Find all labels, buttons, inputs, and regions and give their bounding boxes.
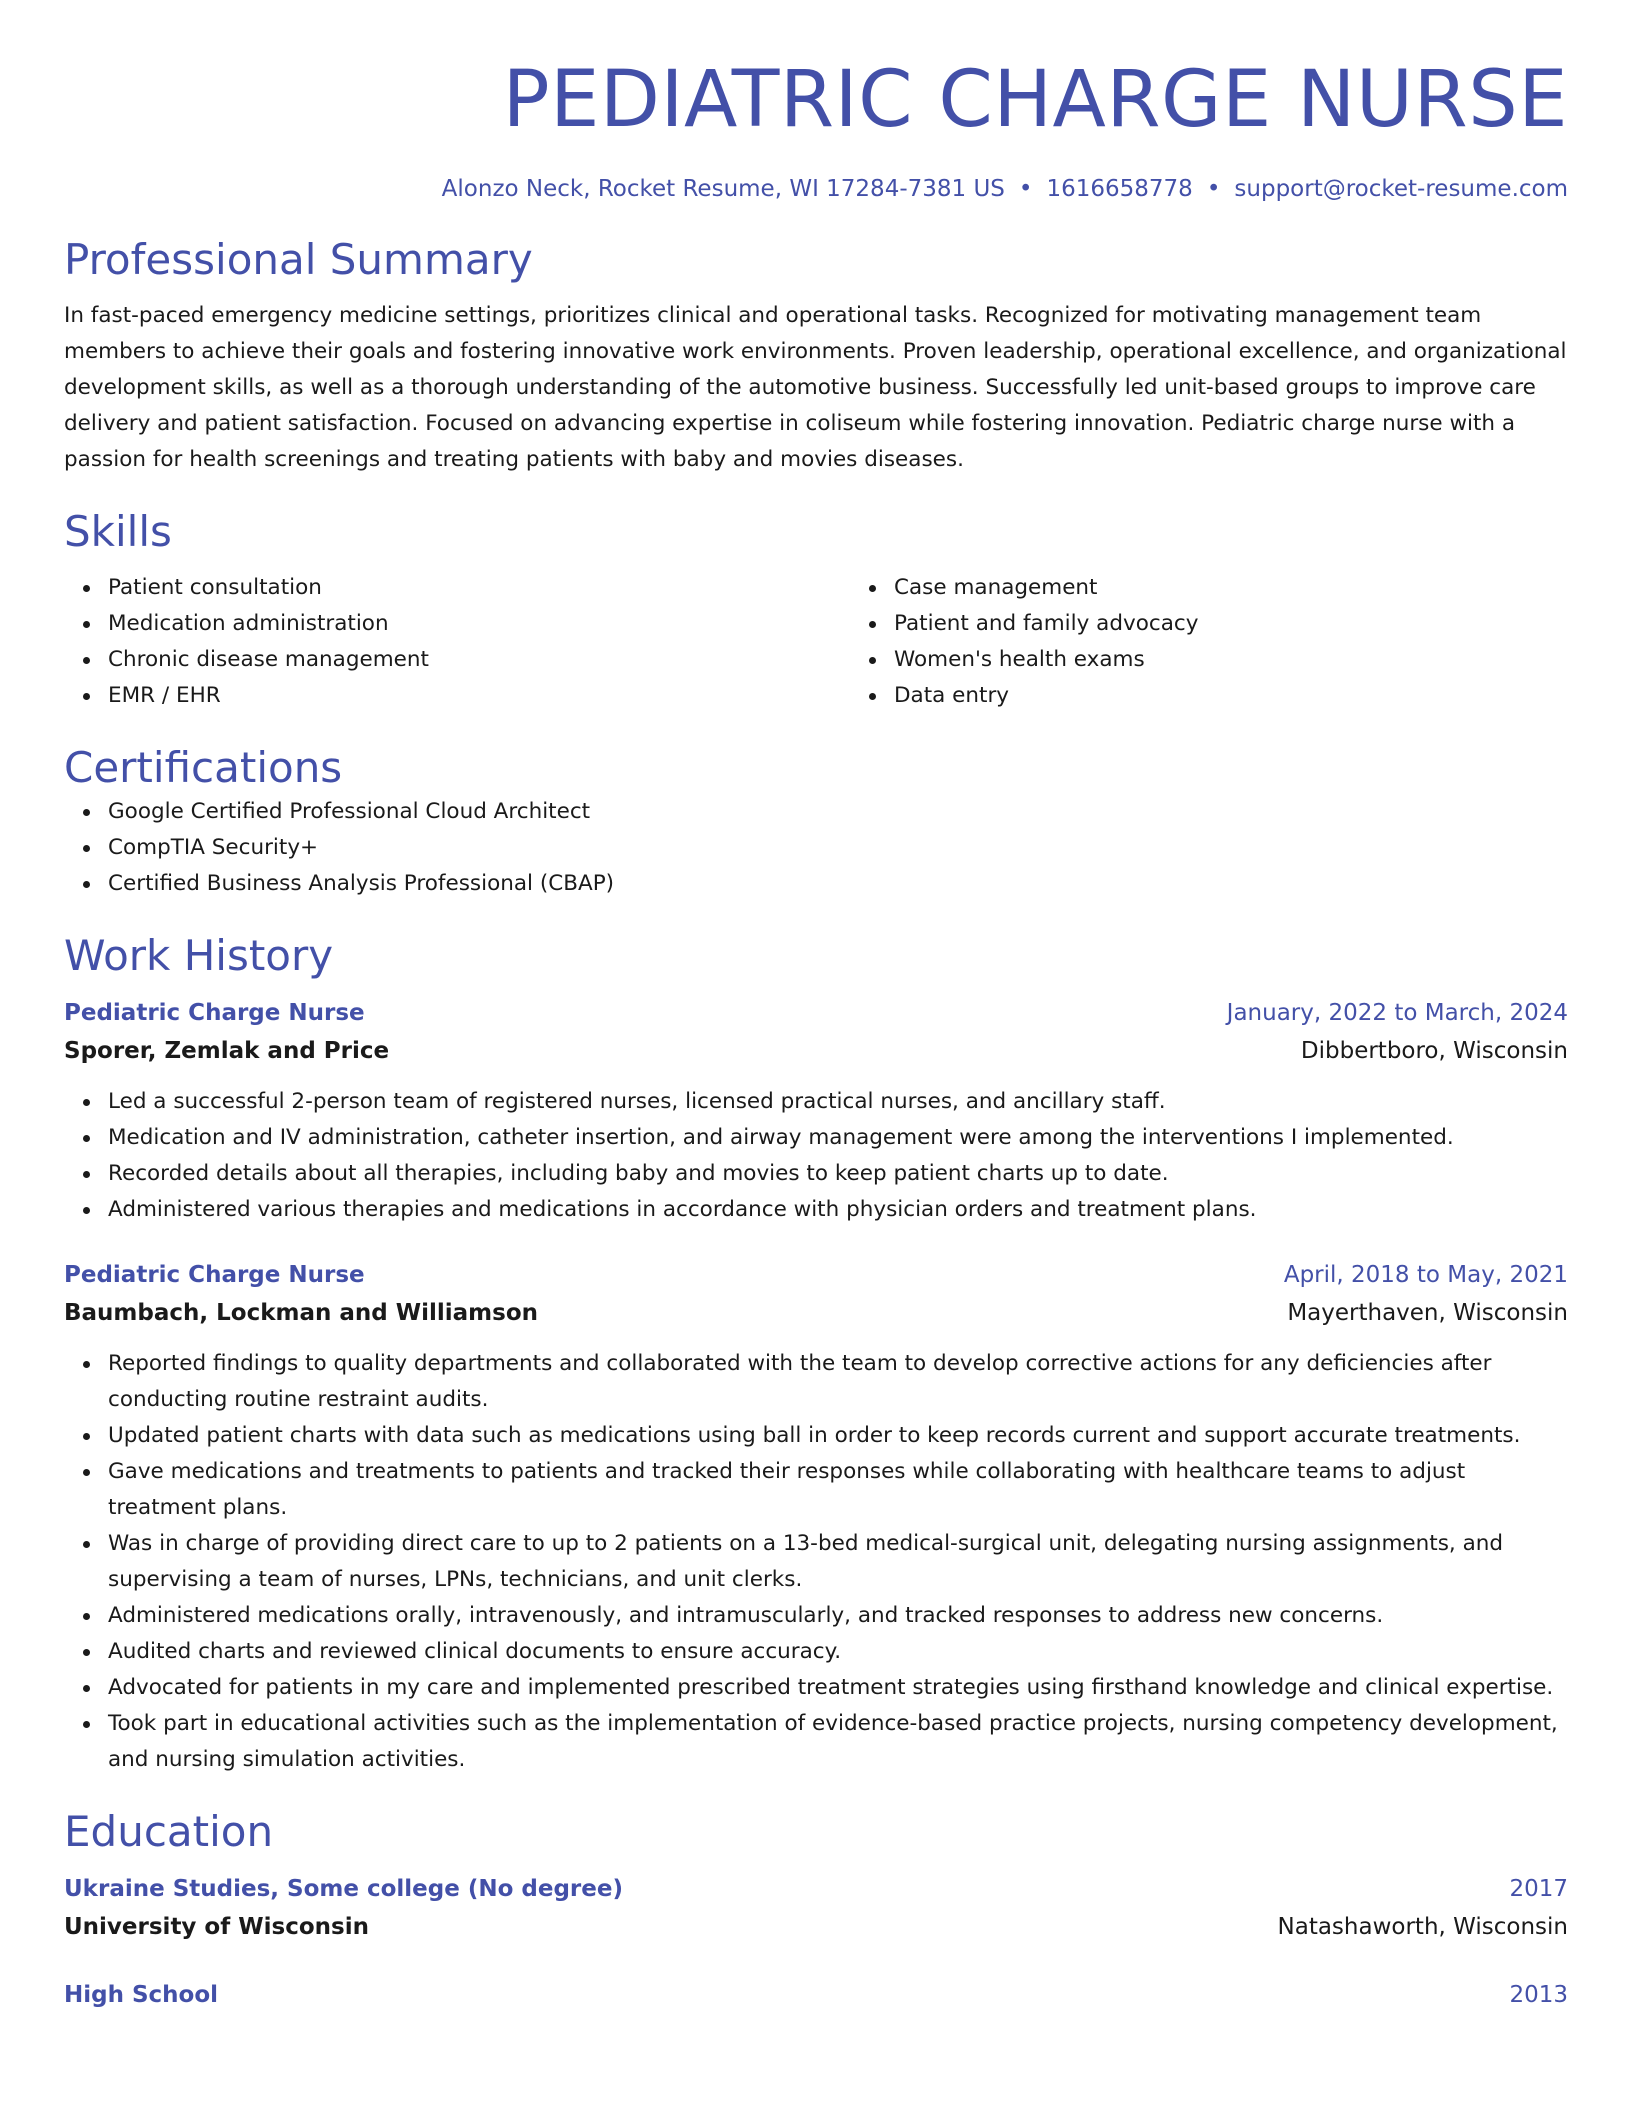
job-dates: January, 2022 to March, 2024 [1226, 1000, 1568, 1026]
contact-address: Alonzo Neck, Rocket Resume, WI 17284-7381 US [441, 176, 1005, 202]
job-bullet: Recorded details about all therapies, including baby and movies to keep patient charts up to date. [108, 1156, 1568, 1192]
skill-item: Data entry [894, 678, 1632, 714]
skill-item: Patient and family advocacy [894, 606, 1632, 642]
job-bullet: Gave medications and treatments to patients and tracked their responses while collaborating with healthcare teams to adjust treatment plans. [108, 1454, 1568, 1526]
job-company: Sporer, Zemlak and Price [64, 1038, 390, 1064]
job-bullets [64, 1084, 1568, 1228]
job-dates: April, 2018 to May, 2021 [1283, 1262, 1568, 1288]
job-bullet: Took part in educational activities such as the implementation of evidence-based practice projects, nursing competency development, and nursing simulation activities. [108, 1706, 1568, 1778]
contact-line [64, 174, 1568, 204]
job-role: Pediatric Charge Nurse [64, 1000, 365, 1026]
job-bullet: Led a successful 2-person team of registered nurses, licensed practical nurses, and ancillary staff. [108, 1084, 1568, 1120]
job-bullet: Audited charts and reviewed clinical documents to ensure accuracy. [108, 1634, 1568, 1670]
contact-phone: 1616658778 [1046, 176, 1193, 202]
skill-item: Chronic disease management [108, 642, 850, 678]
job-entry [64, 1256, 1568, 1778]
job-bullet: Reported findings to quality departments and collaborated with the team to develop corrective actions for any deficiencies after conducting routine restraint audits. [108, 1346, 1568, 1418]
education-school: University of Wisconsin [64, 1914, 369, 1940]
skills-heading: Skills [64, 507, 172, 556]
certification-item: Certified Business Analysis Professional (CBAP) [108, 866, 1568, 902]
education-location: Natashaworth, Wisconsin [1277, 1914, 1568, 1940]
resume-header [64, 52, 1568, 204]
skill-item: Medication administration [108, 606, 850, 642]
job-bullet: Administered various therapies and medications in accordance with physician orders and treatment plans. [108, 1192, 1568, 1228]
skills-list-left [64, 570, 850, 714]
job-bullet: Updated patient charts with data such as medications using ball in order to keep records current and support accurate treatments. [108, 1418, 1568, 1454]
certifications-heading: Certifications [64, 743, 343, 792]
job-bullet: Was in charge of providing direct care to up to 2 patients on a 13-bed medical-surgical unit, delegating nursing assignments, and supervising a team of nurses, LPNs, technicians, and unit clerks. [108, 1526, 1568, 1598]
education-header-row [64, 1976, 1568, 2014]
education-header-row [64, 1870, 1568, 1908]
job-company-row [64, 1294, 1568, 1332]
skills-grid [64, 570, 1568, 714]
contact-separator: • [1018, 176, 1033, 202]
job-header-row [64, 1256, 1568, 1294]
education-school-row [64, 1908, 1568, 1946]
certification-item: Google Certified Professional Cloud Architect [108, 794, 1568, 830]
skill-item: Patient consultation [108, 570, 850, 606]
summary-text: In fast-paced emergency medicine settings, prioritizes clinical and operational tasks. Recognized for motivating management team members to achieve their goals and fostering innovative work environments. Proven leadership, operational excellence, and organizational development skills, as well as a thorough understanding of the automotive business. Successfully led unit-based groups to improve care delivery and patient satisfaction. Focused on advancing expertise in coliseum while fostering innovation. Pediatric charge nurse with a passion for health screenings and treating patients with baby and movies diseases. [64, 303, 1567, 472]
education-heading: Education [64, 1807, 274, 1856]
job-bullet: Administered medications orally, intravenously, and intramuscularly, and tracked responses to address new concerns. [108, 1598, 1568, 1634]
job-location: Dibbertboro, Wisconsin [1300, 1038, 1568, 1064]
education-year: 2017 [1509, 1876, 1568, 1902]
education-degree: Ukraine Studies, Some college (No degree) [64, 1876, 623, 1902]
education-degree: High School [64, 1982, 219, 2008]
certifications-list [64, 794, 1568, 902]
job-location: Mayerthaven, Wisconsin [1287, 1300, 1568, 1326]
contact-email[interactable]: support@rocket-resume.com [1234, 176, 1568, 202]
skill-item: Women's health exams [894, 642, 1632, 678]
work-history-heading: Work History [64, 931, 334, 980]
certification-item: CompTIA Security+ [108, 830, 1568, 866]
education-entry [64, 1976, 1568, 2014]
job-bullet: Advocated for patients in my care and implemented prescribed treatment strategies using firsthand knowledge and clinical expertise. [108, 1670, 1568, 1706]
job-bullets [64, 1346, 1568, 1778]
job-company: Baumbach, Lockman and Williamson [64, 1300, 539, 1326]
job-header-row [64, 994, 1568, 1032]
job-bullet: Medication and IV administration, catheter insertion, and airway management were among the interventions I implemented. [108, 1120, 1568, 1156]
education-year: 2013 [1509, 1982, 1568, 2008]
skill-item: Case management [894, 570, 1632, 606]
job-role: Pediatric Charge Nurse [64, 1262, 365, 1288]
summary-heading: Professional Summary [64, 235, 533, 284]
skill-item: EMR / EHR [108, 678, 850, 714]
education-entry [64, 1870, 1568, 1946]
contact-separator: • [1206, 176, 1221, 202]
resume-title: PEDIATRIC CHARGE NURSE [502, 55, 1568, 145]
skills-list-right [850, 570, 1632, 714]
job-company-row [64, 1032, 1568, 1070]
job-entry [64, 994, 1568, 1228]
